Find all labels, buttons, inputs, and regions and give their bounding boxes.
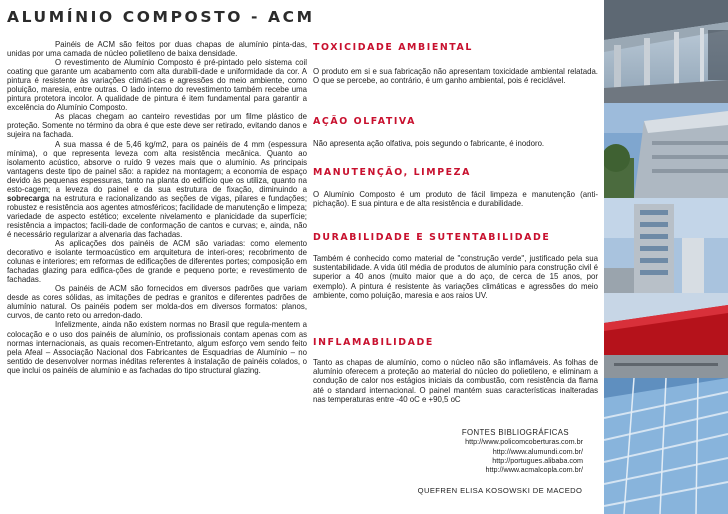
photo-tower	[604, 198, 728, 293]
photo-silver-building	[604, 103, 728, 198]
references	[313, 428, 583, 474]
coating-paragraph: O revestimento de Alumínio Composto é pré-pintado pelo sistema coil coating que garante um acabamento com alta durabili-dade e uniformidade da cor. A pintura é resistente às variações climáti-cas e agressões do meio ambiente, como poluição, maresia, entre outras. O lado interno do revestimento também recebe uma pintura protetora incolor. A qualidade de pintura é item fundamental para garantir a excelência do Alumínio Composto.	[7, 58, 307, 113]
section-body-durability: Também é conhecido como material de "construção verde", justificado pela sua sustentabilidade. A vida útil média de produtos de alumínio para construção civil é superior a 40 anos (muito maior que a do aço, de cerca de 15 anos, por exemplo). A pintura é resistente às variações climáticas e agressões do meio ambiente, como poluição, maresia e aos raios UV.	[313, 254, 598, 300]
reference-link[interactable]: http://portugues.alibaba.com	[492, 455, 583, 465]
references-title: FONTES BIBLIOGRÁFICAS	[461, 428, 569, 437]
section-body-maintenance: O Alumínio Composto é um produto de fácil limpeza e manutenção (anti-pichação). E sua pintura e de alta resistência e durabilidade.	[313, 190, 598, 209]
norms-paragraph: Infelizmente, ainda não existem normas no Brasil que regula-mentem a colocação e o uso dos painéis de alumínio, os profissionais contam apenas com as normas internacionais, as quais recomen-Entretanto, algum esforço vem sendo feito pela Afeal – Associação Nacional dos Fabricantes de Esquadrias de Alumínio – no sentido de desenvolver normas inéditas referentes à instalação de painéis colados, o que inclui os painéis de alumínio e as fachadas do tipo structural glazing.	[7, 320, 307, 375]
photo-glass-facade	[604, 378, 728, 514]
section-title-maintenance: MANUTENÇÃO, LIMPEZA	[313, 167, 471, 178]
section-title-flammability: INFLAMABILIDADE	[313, 337, 434, 348]
advantages-text: A sua massa é de 5,46 kg/m2, para os painéis de 4 mm (espessura mínima), o que representa leveza com alta resistência mecânica. Quanto ao isolamento acústico, absorve o ruído 9 vezes mais que o alumínio. As principais vantagens deste tipo de painel são: a rapidez na montagem; a economia de espaço devido às pequenas espessuras, tanto na planta do edifício que os utiliza, quanto na esto-cagem; a leveza do painel e da sua estrutura de fixação, diminuindo a	[7, 139, 307, 194]
section-body-toxicity: O produto em si e sua fabricação não apresentam toxicidade ambiental relatada. O que se percebe, ao contrário, é um ganho ambiental, pois é reciclável.	[313, 67, 598, 86]
page-title: ALUMÍNIO COMPOSTO - ACM	[7, 8, 315, 26]
reference-link[interactable]: http://www.policomcoberturas.com.br	[465, 437, 583, 447]
photo-red-facade	[604, 293, 728, 378]
reference-link[interactable]: http://www.alumundi.com.br/	[492, 446, 583, 456]
bold-keyword: sobrecarga	[7, 193, 50, 203]
advantages-continued: na estrutura e racionalizando as seções de vigas, pilares e fundações; robustez e resistência aos agentes atmosféricos; facilidade de manutenção e limpeza; variedade de aspecto estético; excelente nivelamento e planicidade da superfície; resistência a impactos; facili-dade de conformação de cantos e curvas; e, ainda, não é necessário regularizar a alvenaria das fachadas.	[7, 193, 307, 239]
section-title-durability: DURABILIDADE E SUTENTABILIDADE	[313, 232, 551, 243]
author-name: QUEFREN ELISA KOSOWSKI DE MACEDO	[417, 486, 583, 495]
advantages-paragraph	[7, 140, 307, 240]
patterns-paragraph: Os painéis de ACM são fornecidos em diversos padrões que variam desde as cores sólidas, as imitações de pedras e granitos e diferentes padrões de alumínio natural. Os painéis podem ser molda-dos em diversos formatos: planos, curvos, de canto reto ou arredon-dado.	[7, 284, 307, 321]
intro-paragraph: Painéis de ACM são feitos por duas chapas de alumínio pinta-das, unidas por uma camada de núcleo polietileno de baixa densidade.	[7, 40, 307, 59]
section-body-olfactory: Não apresenta ação olfativa, pois segundo o fabricante, é inodoro.	[313, 139, 545, 148]
left-column	[7, 40, 307, 510]
photo-walkway	[604, 0, 728, 103]
reference-link[interactable]: http://www.acmalcopla.com.br/	[485, 465, 583, 475]
photo-strip	[604, 0, 728, 514]
applications-paragraph: As aplicações dos painéis de ACM são variadas: como elemento decorativo e isolante termoacústico em arquitetura de interi-ores; recobrimento de colunas e interiores; em reformas de edificações de diferentes portes; composição em fachadas glazing para edifica-ções de grande e pequeno porte; e revestimento de fachadas.	[7, 239, 307, 285]
section-title-olfactory: AÇÃO OLFATIVA	[313, 116, 416, 127]
protection-paragraph: As placas chegam ao canteiro revestidas por um filme plástico de proteção. Somente no término da obra é que este deve ser retirado, evitando danos e sujeira na fachada.	[7, 112, 307, 140]
section-title-toxicity: TOXICIDADE AMBIENTAL	[313, 42, 473, 53]
section-body-flammability: Tanto as chapas de alumínio, como o núcleo não são inflamáveis. As folhas de alumínio oferecem a proteção ao material do núcleo do polietileno, e eliminam a condução de calor nos estágios iniciais da combustão, com resistência da flama até o standard internacional. O painel mantém suas características inalteradas nas temperaturas entre -40 oC e +90,5 oC	[313, 358, 598, 404]
